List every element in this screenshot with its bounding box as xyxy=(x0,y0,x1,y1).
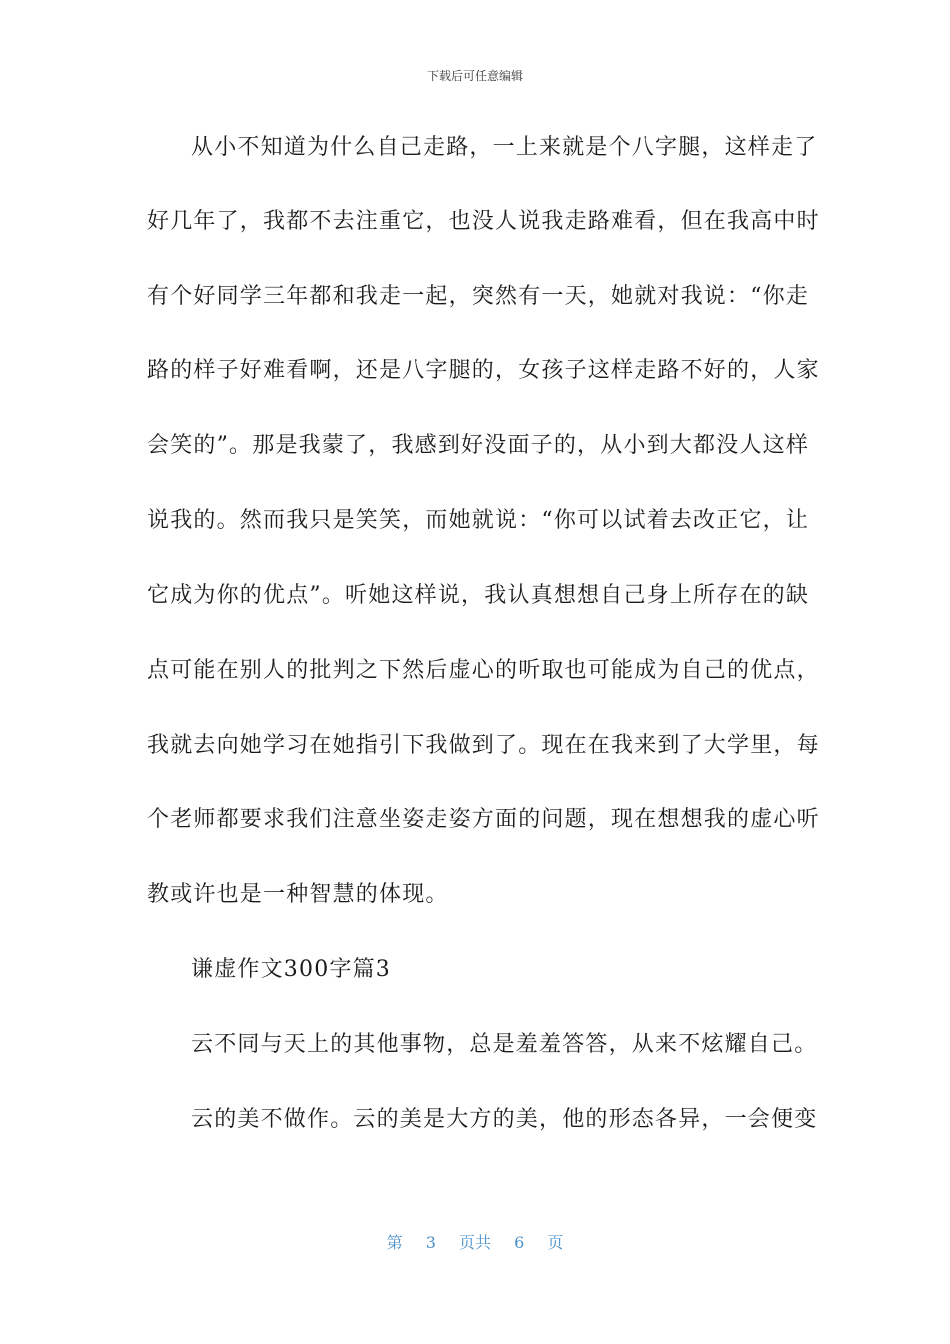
paragraph-line: 好几年了，我都不去注重它，也没人说我走路难看，但在我高中时 xyxy=(147,209,820,234)
page-number-footer: 第 3 页共 6 页 xyxy=(386,1233,564,1252)
section-title: 谦虚作文300字篇3 xyxy=(191,957,391,982)
paragraph-line: 个老师都要求我们注意坐姿走姿方面的问题，现在想想我的虚心听 xyxy=(147,807,820,832)
paragraph-line: 教或许也是一种智慧的体现。 xyxy=(147,882,449,907)
paragraph-line: 云不同与天上的其他事物，总是羞羞答答，从来不炫耀自己。 xyxy=(191,1032,818,1057)
paragraph-line: 说我的。然而我只是笑笑，而她就说：“你可以试着去改正它，让 xyxy=(147,508,810,533)
paragraph-line: 它成为你的优点”。听她这样说，我认真想想自己身上所存在的缺 xyxy=(147,583,810,608)
paragraph-line: 有个好同学三年都和我走一起，突然有一天，她就对我说：“你走 xyxy=(147,284,810,309)
paragraph-line: 从小不知道为什么自己走路，一上来就是个八字腿，这样走了 xyxy=(191,135,818,160)
paragraph-line: 云的美不做作。云的美是大方的美，他的形态各异，一会便变 xyxy=(191,1107,818,1132)
page-header: 下载后可任意编辑 xyxy=(426,69,523,83)
paragraph-line: 会笑的”。那是我蒙了，我感到好没面子的，从小到大都没人这样 xyxy=(147,433,810,458)
paragraph-line: 点可能在别人的批判之下然后虚心的听取也可能成为自己的优点， xyxy=(147,658,820,683)
paragraph-line: 路的样子好难看啊，还是八字腿的，女孩子这样走路不好的，人家 xyxy=(147,358,820,383)
paragraph-line: 我就去向她学习在她指引下我做到了。现在在我来到了大学里，每 xyxy=(147,733,820,758)
